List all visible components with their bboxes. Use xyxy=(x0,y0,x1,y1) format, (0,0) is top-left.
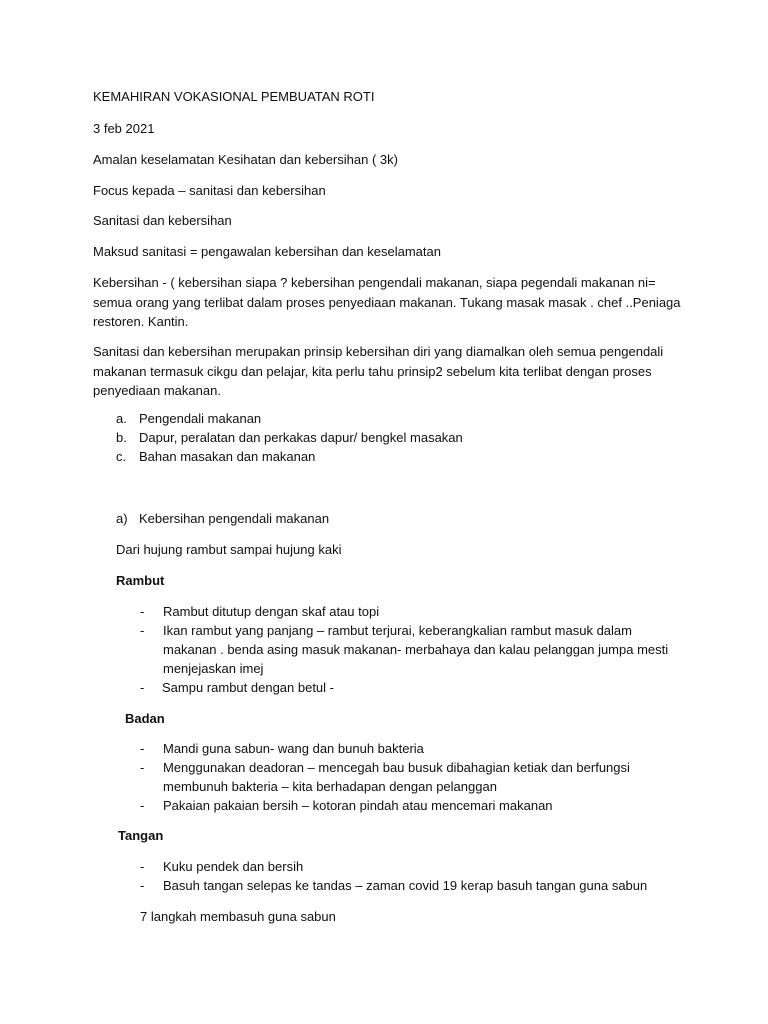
list-item: Basuh tangan selepas ke tandas – zaman covid 19 kerap basuh tangan guna sabun xyxy=(163,878,648,893)
list-item: Pakaian pakaian bersih – kotoran pindah atau mencemari makanan xyxy=(163,798,553,813)
list-marker: - xyxy=(140,680,145,695)
paragraph-line: penyediaan makanan. xyxy=(93,383,221,398)
line-sanitasi: Sanitasi dan kebersihan xyxy=(93,213,232,228)
list-marker: a. xyxy=(116,411,127,426)
line-maksud: Maksud sanitasi = pengawalan kebersihan dan keselamatan xyxy=(93,244,441,259)
paragraph-line: makanan termasuk cikgu dan pelajar, kita perlu tahu prinsip2 sebelum kita terlibat dengan proses xyxy=(93,363,652,379)
paragraph-line: Sanitasi dan kebersihan merupakan prinsip kebersihan diri yang diamalkan oleh semua pengendali xyxy=(93,344,664,359)
list-item: Menggunakan deadoran – mencegah bau busuk dibahagian ketiak dan berfungsi xyxy=(163,760,630,775)
paragraph-line: semua orang yang terlibat dalam proses penyediaan makanan. Tukang masak masak . chef ..Peniaga xyxy=(93,294,681,310)
list-marker: - xyxy=(140,798,145,813)
heading-badan: Badan xyxy=(125,711,165,726)
line-focus: Focus kepada – sanitasi dan kebersihan xyxy=(93,183,326,198)
line-hujung: Dari hujung rambut sampai hujung kaki xyxy=(116,542,342,557)
list-item: Bahan masakan dan makanan xyxy=(139,449,316,464)
line-amalan: Amalan keselamatan Kesihatan dan kebersihan ( 3k) xyxy=(93,152,398,167)
document-title: KEMAHIRAN VOKASIONAL PEMBUATAN ROTI xyxy=(93,89,375,104)
document-date: 3 feb 2021 xyxy=(93,121,155,136)
list-item-continuation: menjejaskan imej xyxy=(163,661,264,676)
section-a-marker: a) xyxy=(116,511,128,526)
list-marker: - xyxy=(140,859,145,874)
list-marker: b. xyxy=(116,430,127,445)
list-marker: - xyxy=(140,760,145,775)
list-item: Ikan rambut yang panjang – rambut terjurai, keberangkalian rambut masuk dalam xyxy=(163,623,632,638)
list-item-continuation: makanan . benda asing masuk makanan- merbahaya dan kalau pelanggan jumpa mesti xyxy=(163,642,669,657)
list-item-continuation: membunuh bakteria – kita berhadapan dengan pelanggan xyxy=(163,779,497,794)
list-marker: - xyxy=(140,741,145,756)
list-item: Dapur, peralatan dan perkakas dapur/ bengkel masakan xyxy=(139,430,463,445)
list-marker: c. xyxy=(116,449,127,464)
paragraph-line: restoren. Kantin. xyxy=(93,314,189,329)
heading-tangan: Tangan xyxy=(118,828,164,843)
paragraph-line: Kebersihan - ( kebersihan siapa ? kebersihan pengendali makanan, siapa pegendali makanan ni= xyxy=(93,275,656,290)
line-langkah: 7 langkah membasuh guna sabun xyxy=(140,909,336,924)
paragraph-kebersihan xyxy=(93,273,693,332)
list-marker: - xyxy=(140,878,145,893)
list-marker: - xyxy=(140,604,145,619)
list-item: Kuku pendek dan bersih xyxy=(163,859,304,874)
section-a-heading: Kebersihan pengendali makanan xyxy=(139,511,330,526)
list-item: Mandi guna sabun- wang dan bunuh bakteria xyxy=(163,741,424,756)
heading-rambut: Rambut xyxy=(116,573,165,588)
paragraph-sanitasi xyxy=(93,342,693,401)
list-item: Sampu rambut dengan betul - xyxy=(162,680,334,695)
list-item: Pengendali makanan xyxy=(139,411,262,426)
list-marker: - xyxy=(140,623,145,638)
list-item: Rambut ditutup dengan skaf atau topi xyxy=(163,604,380,619)
